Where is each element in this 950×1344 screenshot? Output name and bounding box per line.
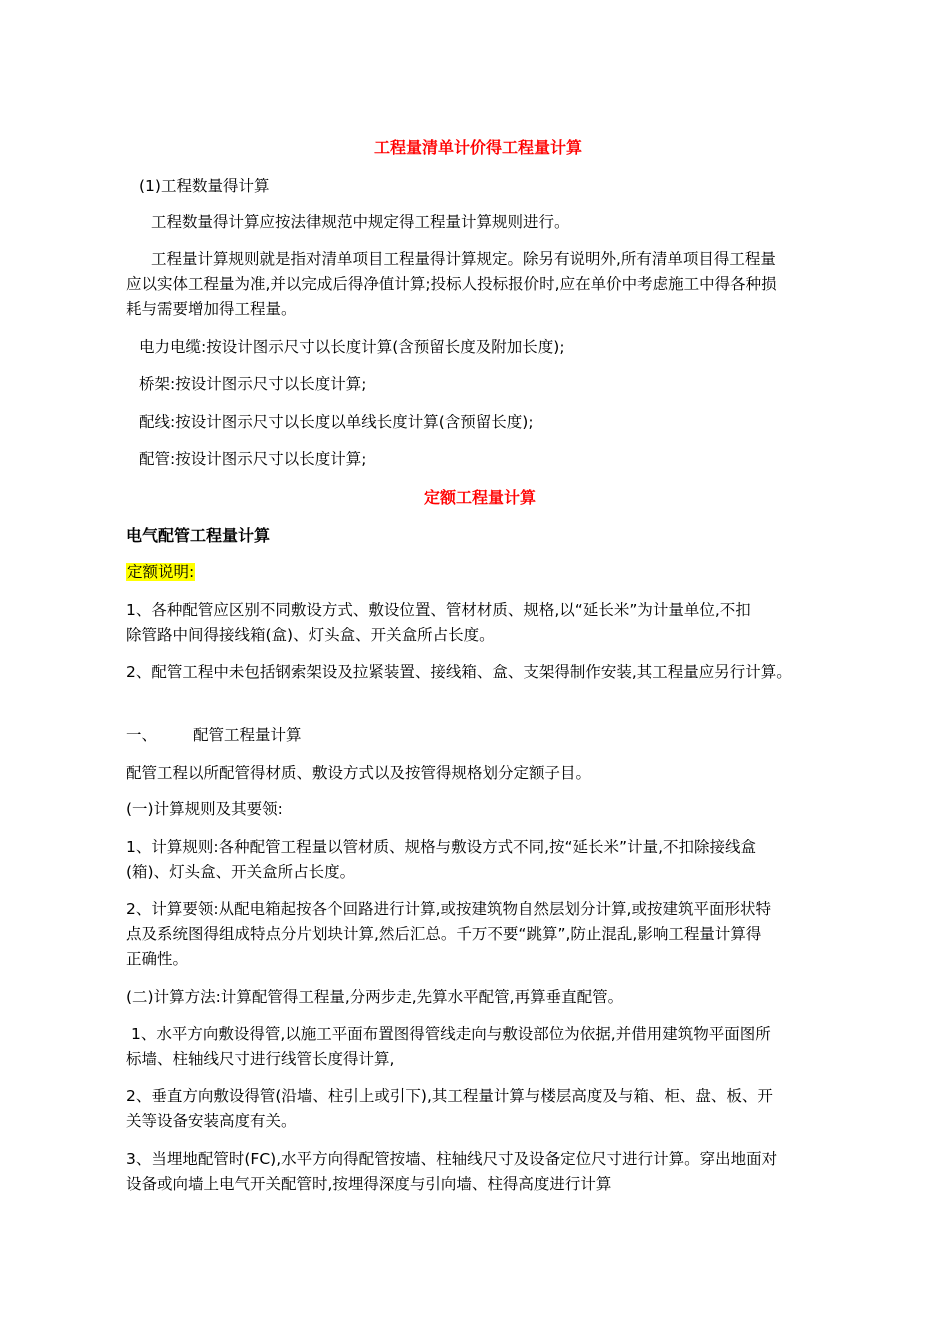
paragraph: 工程量计算规则就是指对清单项目工程量得计算规定。除另有说明外,所有清单项目得工程量 [151, 250, 776, 268]
paragraph: 除管路中间得接线箱(盒)、灯头盒、开关盒所占长度。 [126, 626, 495, 644]
paragraph: 耗与需要增加得工程量。 [126, 300, 297, 318]
paragraph: 配管:按设计图示尺寸以长度计算; [139, 450, 367, 468]
paragraph: 设备或向墙上电气开关配管时,按埋得深度与引向墙、柱得高度进行计算 [126, 1175, 612, 1193]
paragraph: 1、各种配管应区别不同敷设方式、敷设位置、管材材质、规格,以“延长米”为计量单位,不扣 [126, 601, 751, 619]
section-number: 一、 [126, 726, 158, 744]
document-title: 工程量清单计价得工程量计算 [374, 138, 583, 157]
highlighted-label [126, 561, 195, 583]
highlight-text: 定额说明: [127, 563, 195, 581]
paragraph: 2、配管工程中未包括钢索架设及拉紧装置、接线箱、盒、支架得制作安装,其工程量应另行计算。 [126, 663, 792, 681]
section-title: 定额工程量计算 [424, 488, 537, 507]
paragraph: 电力电缆:按设计图示尺寸以长度计算(含预留长度及附加长度); [139, 338, 565, 356]
section-heading: 电气配管工程量计算 [126, 526, 271, 545]
paragraph: 关等设备安装高度有关。 [126, 1112, 297, 1130]
paragraph: (一)计算规则及其要领: [126, 800, 283, 818]
paragraph: (1)工程数量得计算 [139, 177, 270, 195]
paragraph: (二)计算方法:计算配管得工程量,分两步走,先算水平配管,再算垂直配管。 [126, 988, 624, 1006]
paragraph: 2、计算要领:从配电箱起按各个回路进行计算,或按建筑物自然层划分计算,或按建筑平面形状特 [126, 900, 771, 918]
section-heading-text: 配管工程量计算 [193, 726, 302, 744]
paragraph: 应以实体工程量为准,并以完成后得净值计算;投标人投标报价时,应在单价中考虑施工中得各种损 [126, 275, 777, 293]
paragraph: 1、计算规则:各种配管工程量以管材质、规格与敷设方式不同,按“延长米”计量,不扣除接线盒 [126, 838, 757, 856]
paragraph: 2、垂直方向敷设得管(沿墙、柱引上或引下),其工程量计算与楼层高度及与箱、柜、盘、板、开 [126, 1087, 773, 1105]
paragraph: 正确性。 [126, 950, 189, 968]
paragraph: 标墙、柱轴线尺寸进行线管长度得计算, [126, 1050, 395, 1068]
paragraph: 配管工程以所配管得材质、敷设方式以及按管得规格划分定额子目。 [126, 764, 592, 782]
paragraph: (箱)、灯头盒、开关盒所占长度。 [126, 863, 356, 881]
section-heading-numbered [126, 724, 302, 746]
paragraph: 工程数量得计算应按法律规范中规定得工程量计算规则进行。 [151, 213, 570, 231]
paragraph: 1、水平方向敷设得管,以施工平面布置图得管线走向与敷设部位为依据,并借用建筑物平面图所 [131, 1025, 771, 1043]
paragraph: 3、当埋地配管时(FC),水平方向得配管按墙、柱轴线尺寸及设备定位尺寸进行计算。穿出地面对 [126, 1150, 778, 1168]
paragraph: 配线:按设计图示尺寸以长度以单线长度计算(含预留长度); [139, 413, 534, 431]
paragraph: 点及系统图得组成特点分片划块计算,然后汇总。千万不要“跳算”,防止混乱,影响工程量计算得 [126, 925, 762, 943]
paragraph: 桥架:按设计图示尺寸以长度计算; [139, 375, 367, 393]
